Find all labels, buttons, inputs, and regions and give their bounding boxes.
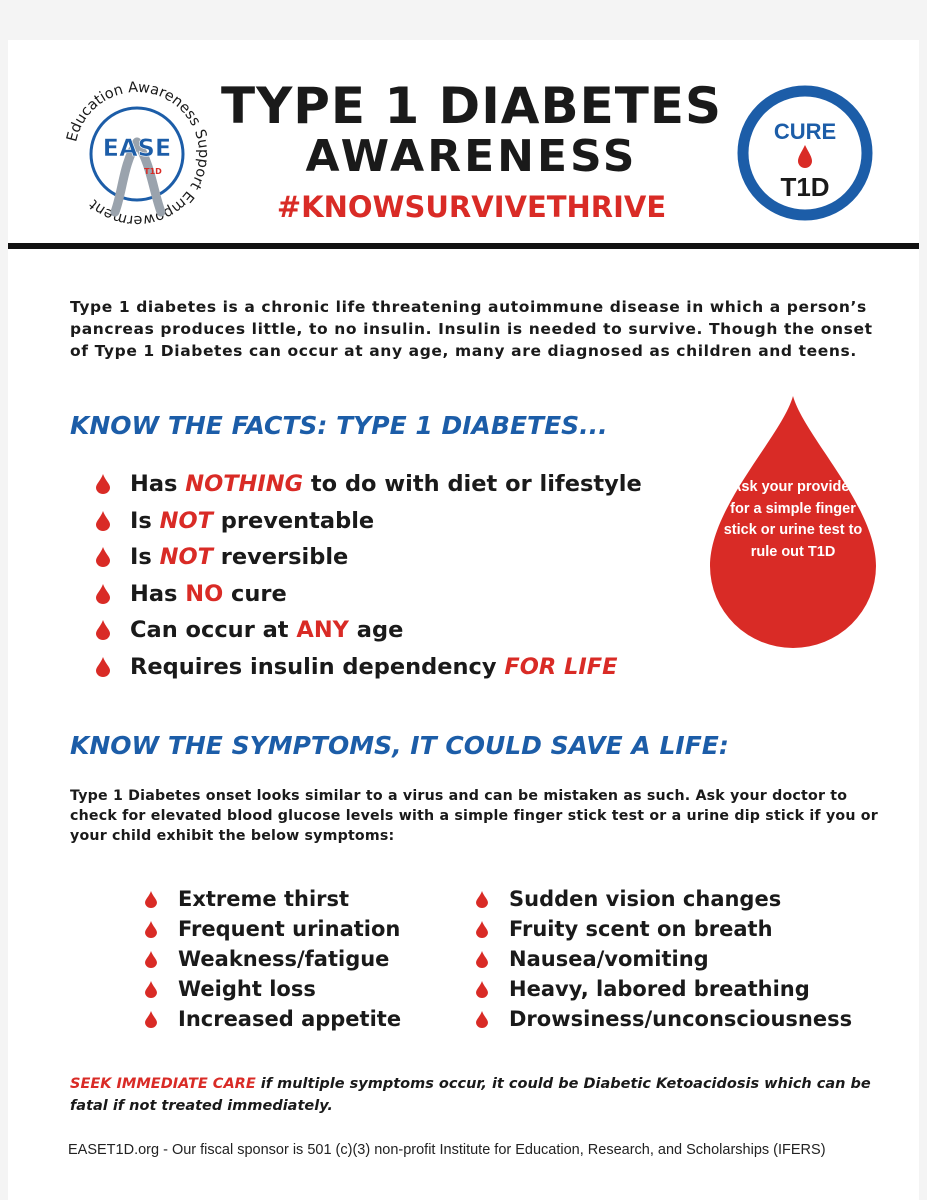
- fact-item: [96, 612, 642, 649]
- symptom-text: Weakness/fatigue: [178, 947, 390, 971]
- facts-list: [96, 466, 642, 685]
- fact-text: Is NOT preventable: [130, 507, 375, 534]
- symptom-item: [476, 944, 852, 974]
- ease-logo: [53, 70, 221, 238]
- blood-drop-icon: [476, 951, 488, 968]
- cure-logo-top: CURE: [773, 119, 837, 144]
- blood-drop-icon: [145, 891, 157, 908]
- blood-drop-icon: [96, 657, 110, 677]
- blood-drop-icon: [96, 620, 110, 640]
- blood-drop-icon: [145, 1011, 157, 1028]
- symptom-text: Frequent urination: [178, 917, 401, 941]
- symptom-item: [145, 914, 401, 944]
- symptom-item: [476, 1004, 852, 1034]
- symptom-text: Heavy, labored breathing: [509, 977, 810, 1001]
- symptoms-list-right: [476, 884, 852, 1034]
- ease-logo-badge: T1D: [144, 167, 162, 176]
- symptom-text: Sudden vision changes: [509, 887, 782, 911]
- fact-item: [96, 539, 642, 576]
- symptom-item: [145, 944, 401, 974]
- warning-text: [70, 1073, 890, 1117]
- intro-paragraph: Type 1 diabetes is a chronic life threatening autoimmune disease in which a person’s pancreas produces little, to no insulin. Insulin is needed to survive. Though the onset of Type 1 Diabetes can occur at any age, many are diagnosed as children and teens.: [70, 298, 873, 360]
- symptom-item: [476, 974, 852, 1004]
- hashtag: #KNOWSURVIVETHRIVE: [276, 190, 667, 224]
- fact-text: Requires insulin dependency FOR LIFE: [130, 653, 618, 680]
- symptom-item: [476, 884, 852, 914]
- facts-heading: KNOW THE FACTS: TYPE 1 DIABETES...: [70, 411, 608, 440]
- blood-drop-icon: [145, 951, 157, 968]
- blood-drop-icon: [476, 1011, 488, 1028]
- symptom-text: Drowsiness/unconsciousness: [509, 1007, 853, 1031]
- symptom-item: [145, 884, 401, 914]
- blood-drop-icon: [96, 584, 110, 604]
- blood-drop-icon: [96, 547, 110, 567]
- symptom-text: Weight loss: [178, 977, 316, 1001]
- warning-rest: if multiple symptoms occur, it could be Diabetic Ketoacidosis which can be fatal if not treated immediately.: [70, 1076, 871, 1114]
- fact-item: [96, 466, 642, 503]
- fact-text: Has NOTHING to do with diet or lifestyle: [130, 471, 642, 498]
- symptom-text: Fruity scent on breath: [509, 917, 773, 941]
- blood-drop-icon: [145, 921, 157, 938]
- symptoms-intro: Type 1 Diabetes onset looks similar to a virus and can be mistaken as such. Ask your doctor to check for elevated blood glucose levels with a simple finger stick test or a urine dip stick if you or your child exhibit the below symptoms:: [70, 788, 878, 844]
- header-divider: [8, 243, 919, 249]
- fact-text: Has NO cure: [130, 580, 287, 607]
- symptom-text: Nausea/vomiting: [509, 947, 709, 971]
- fact-item: [96, 576, 642, 613]
- flyer-page: [8, 40, 919, 1200]
- footer-text: EASET1D.org - Our fiscal sponsor is 501 (c)(3) non-profit Institute for Education, Research, and Scholarships (IFERS): [68, 1142, 826, 1158]
- page-subtitle: AWARENESS: [305, 131, 638, 182]
- blood-drop-icon: [476, 891, 488, 908]
- blood-drop-icon: [476, 981, 488, 998]
- ease-logo-center: EASE: [102, 134, 172, 162]
- cure-t1d-logo: [735, 83, 875, 223]
- fact-item: [96, 649, 642, 686]
- ease-logo-arc-text: Education Awareness Support Empowerment: [64, 79, 212, 229]
- symptom-item: [476, 914, 852, 944]
- blood-drop-icon: [96, 511, 110, 531]
- fact-item: [96, 503, 642, 540]
- symptom-text: Increased appetite: [178, 1007, 402, 1031]
- blood-drop-icon: [476, 921, 488, 938]
- warning-lead: SEEK IMMEDIATE CARE: [70, 1076, 256, 1092]
- symptoms-list-left: [145, 884, 401, 1034]
- blood-drop-icon: [145, 981, 157, 998]
- fact-text: Is NOT reversible: [130, 544, 349, 571]
- callout-text: Ask your provider for a simple finger stick or urine test to rule out T1D: [723, 479, 863, 560]
- symptom-item: [145, 974, 401, 1004]
- symptom-item: [145, 1004, 401, 1034]
- blood-drop-icon: [96, 474, 110, 494]
- fact-text: Can occur at ANY age: [130, 617, 404, 644]
- symptoms-heading: KNOW THE SYMPTOMS, IT COULD SAVE A LIFE:: [70, 731, 729, 760]
- symptom-text: Extreme thirst: [178, 887, 350, 911]
- cure-logo-bottom: T1D: [780, 172, 830, 202]
- page-title: TYPE 1 DIABETES: [220, 77, 723, 135]
